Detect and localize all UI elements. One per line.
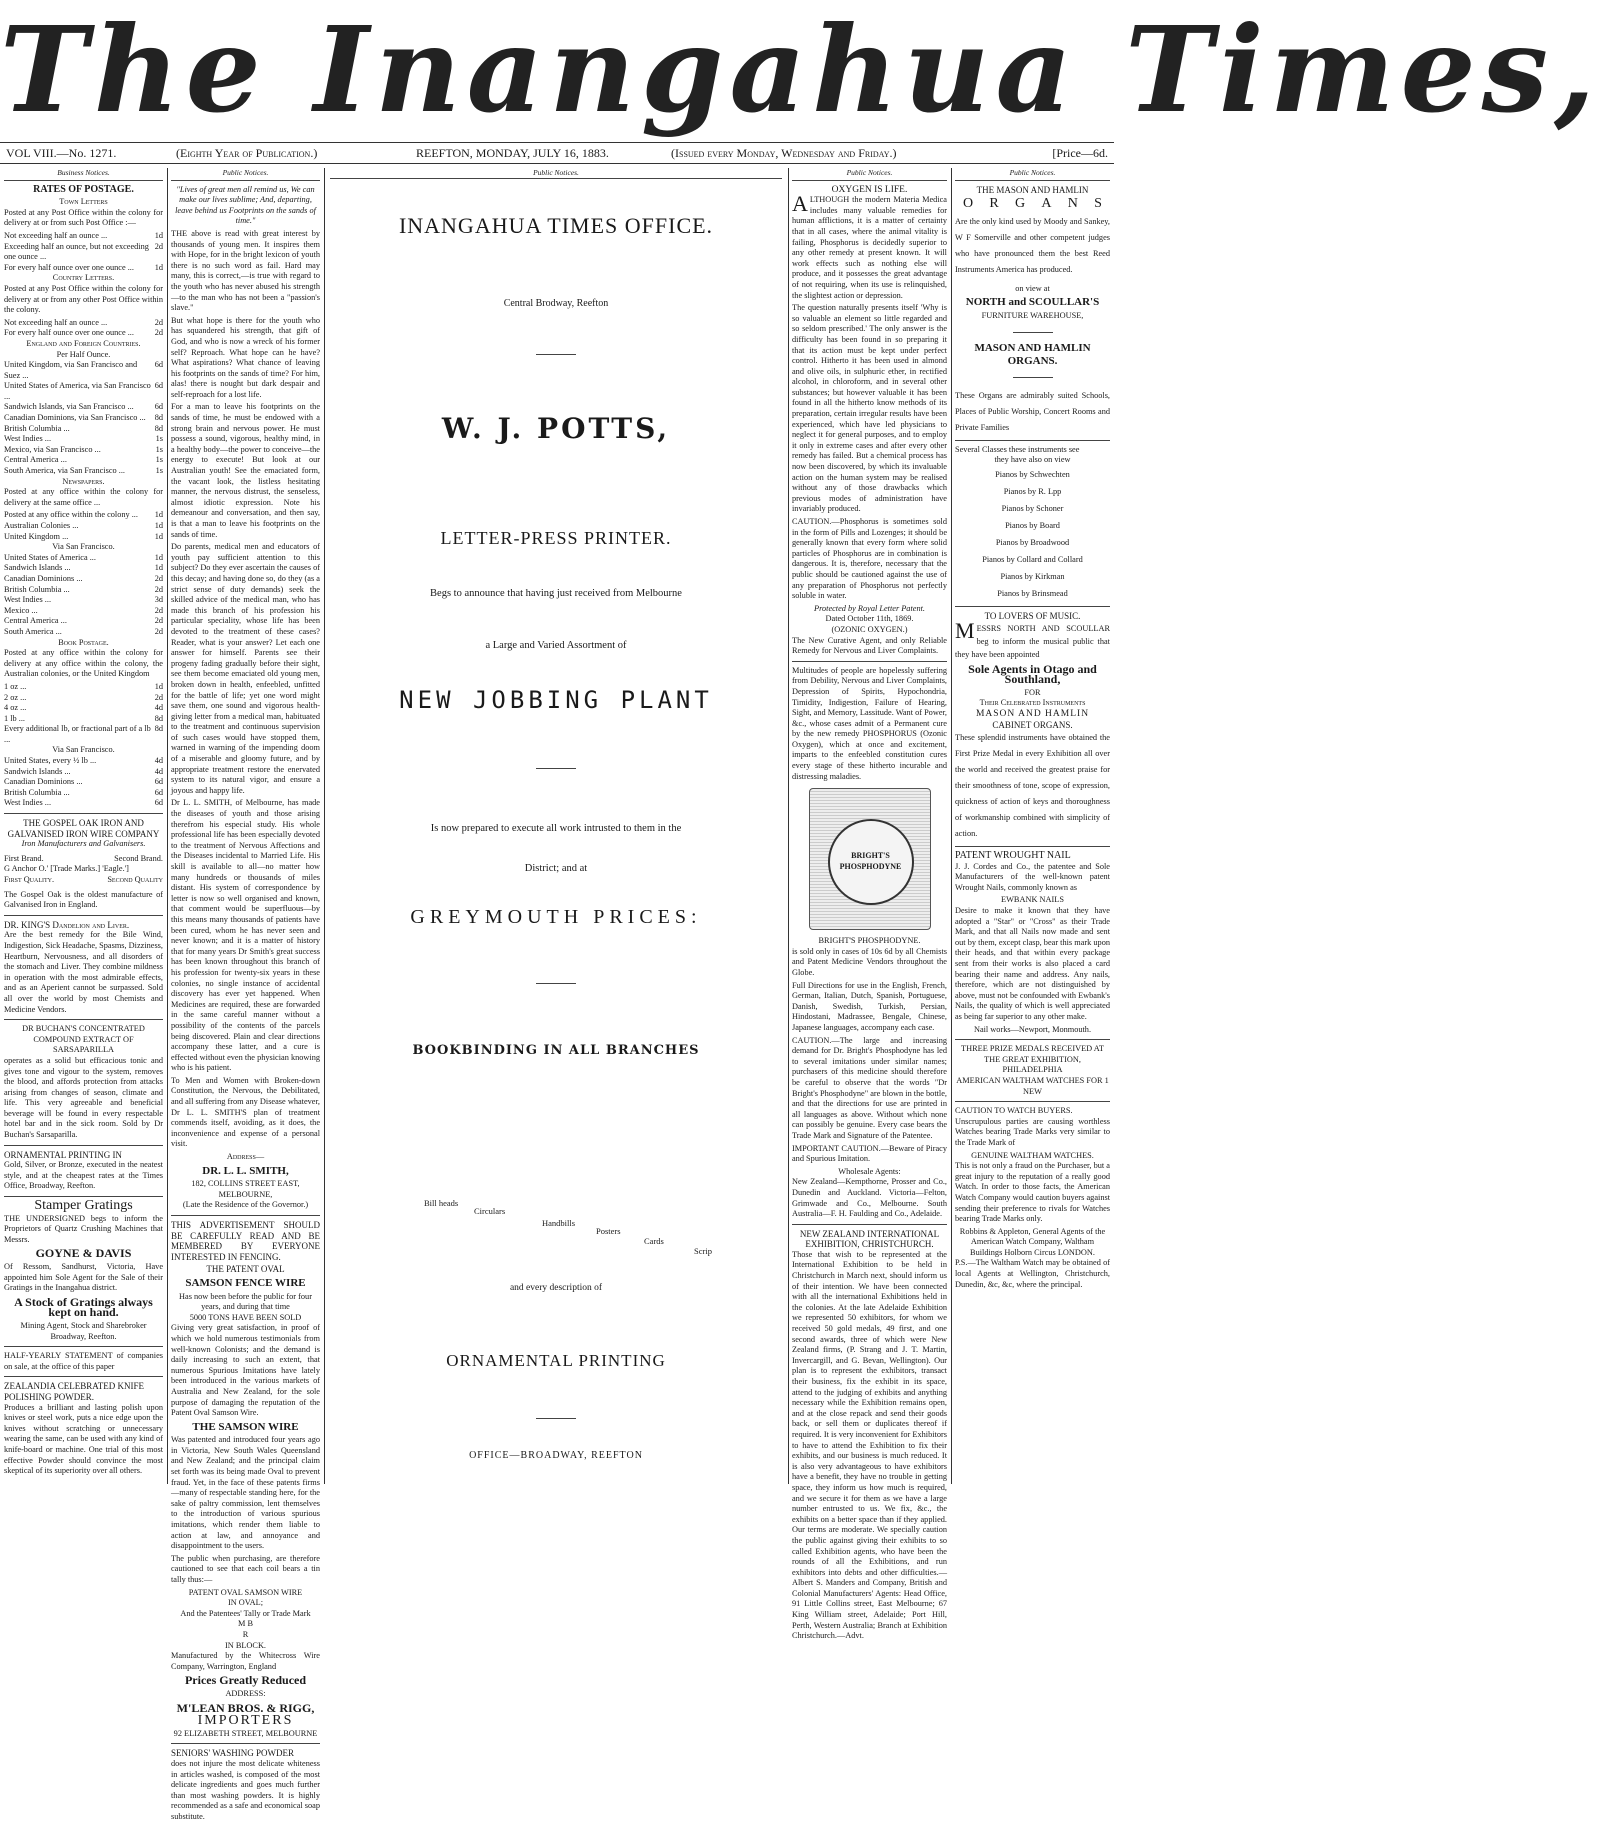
buchan-title: DR BUCHAN'S CONCENTRATED COMPOUND EXTRACT OF SARSAPARILLA [22, 1024, 145, 1055]
publication-year: (Eighth Year of Publication.) [176, 145, 318, 160]
rate-row: United States of America, via San Francisco ... 6d [4, 381, 163, 401]
piano-item: Pianos by Broadwood [995, 537, 1070, 547]
stock-sub: Mining Agent, Stock and Sharebroker Broadway, Reefton. [20, 1320, 147, 1341]
important-caution: IMPORTANT CAUTION.—Beware of Piracy and Spurious Imitation. [792, 1143, 947, 1164]
nz-exhibition: NEW ZEALAND INTERNATIONAL EXHIBITION, CHRISTCHURCH. [799, 1228, 940, 1250]
on-view: on view at [1015, 283, 1050, 293]
paragraph: Do parents, medical men and educators of youth pay sufficient attention to this subject? Do they ever ascertain the causes of this decay; and having done so, do they (as a strict sense of duty demands) seek the skilled advice of the medical man, who has made this branch of his profession his particular speciality, whose life has been devoted to the treatment of these cases? Reader, what is your answer? Let each one answer for himself. Parents see their progeny fading gradually before their sight, see them become emaciated old young men, broken down in health, enfeebled, unfitted for the battle of life; yet one word might save them, one sound and vigorous health-giving letter from a medical man, habituated to the treatment and continuous supervision of such cases would have stopped them, warned in warning of the impending doom of a miserable and gloomy future, and by appropriate treatment restore the enervated system to its natural vigor, and ensure a joyous and happy life. [171, 542, 320, 795]
rate-row: 1 oz ... 1d [4, 681, 163, 691]
oxygen-title: OXYGEN IS LIFE. [831, 184, 908, 195]
paragraph: The question naturally presents itself 'Why is so valuable an element so little regarded and so seldom prescribed.' The only answer is the difficulty has been found in so preparing it that its action must be kept under perfect control. Hitherto it has been used in almond and olive oils, in sulphuric ether, in rectified alcohol, in chloroform, and in several other substances; but however valuable it has been found in all the hitherto know methods of its preparation, certain irregular results have been experienced, which have led physicians to neglect it for general purposes, and to employ it only in extreme cases and after every other remedy has failed. But a chemical process has now been discovered, by which its invaluable action on the human system may be realised without any of those drawbacks which previous modes of administration have invariably produced. [792, 303, 947, 514]
rate-row: British Columbia ... 2d [4, 584, 163, 594]
item-handbills: Handbills [542, 1218, 576, 1228]
rate-row: Canadian Dominions ... 2d [4, 573, 163, 583]
rate-row: West Indies ... 3d [4, 595, 163, 605]
rate-row: Central America ... 2d [4, 616, 163, 626]
splendid-text: These splendid instruments have obtained the First Prize Medal in every Exhibition all over the world and received the greatest praise for their smoothness of tone, scope of expression, quickness of action of keys and thoroughness of workmanship combined with simplicity of action. [955, 733, 1110, 839]
mason-hamlin: MASON AND HAMLIN [974, 341, 1091, 354]
every-description: and every description of [509, 1283, 603, 1293]
ornamental-title: ORNAMENTAL PRINTING IN [4, 1149, 122, 1160]
lovers-of-music: TO LOVERS OF MUSIC. [984, 610, 1081, 621]
office-footer: OFFICE—BROADWAY, REEFTON [469, 1450, 643, 1461]
brand-row: First Brand. Second Brand. [4, 853, 163, 863]
celebrated: Their Celebrated Instruments [979, 698, 1086, 708]
several-classes: Several Classes these instruments see [955, 444, 1080, 454]
in-oval: IN OVAL; [227, 1598, 264, 1608]
nail-works: Nail works—Newport, Monmouth. [973, 1024, 1092, 1034]
piano-item: Pianos by Board [1005, 520, 1060, 530]
seniors-title: SENIORS' WASHING POWDER [171, 1748, 294, 1759]
column-business-notices [0, 168, 167, 1484]
sole-agents: Sole Agents in Otago and Southland, [968, 661, 1097, 687]
rate-row: Sandwich Islands ... 4d [4, 766, 163, 776]
piano-item: Pianos by R. Lpp [1003, 486, 1062, 496]
samson-text3: Was patented and introduced four years ago in Victoria, New South Wales Queensland and New Zealand; and the principal claim set forth was its being made Oval to prevent fraud. Yet, in the face of these patents firms—many of respectable standing here, for the sake of paltry commission, lent themselves to the introduction of various spurious imitations, which render them liable to action at law, and annoyance and disappointment to the users. [171, 1435, 320, 1551]
ewbank-text: Desire to make it known that they have adopted a "Star" or "Cross" as their Trade Mark, and that all Nails now made and sent out by them, except clasp, bear this mark upon their heads, and that within every package sent from their works is also placed a card bearing their name and address. Any nails, therefore, which are not distinguished by above, must not be confounded with Ewbank's Nails, the quality of which is well appreciated as being far superior to any other make. [955, 906, 1110, 1021]
zealandia-title: ZEALANDIA CELEBRATED KNIFE POLISHING POWDER. [4, 1381, 144, 1402]
price: [Price—6d. [1052, 145, 1108, 160]
column-header: Public Notices. [171, 168, 320, 181]
patent-tally: PATENT OVAL SAMSON WIRE [188, 1587, 303, 1597]
rate-row: Mexico ... 2d [4, 605, 163, 615]
caution2: CAUTION.—The large and increasing demand for Dr. Bright's Phosphodyne has led to several imitations under similar names; purchasers of this medicine should therefore be careful to observe that the words "Dr Bright's Phosphodyne" are blown in the bottle, and that the directions for use are printed in all languages as above. Without which none can possibly be genuine. Every case bears the Trade Mark and Signature of the Patentee. [792, 1035, 947, 1140]
samson-text4: The public when purchasing, are therefore cautioned to see that each coil bears a tin tally thus:— [171, 1553, 320, 1584]
ozonic: (OZONIC OXYGEN.) [831, 624, 908, 634]
smith-name: DR. L. L. SMITH, [202, 1164, 289, 1177]
district-text: District; and at [524, 863, 588, 874]
exhibition-text: Those that wish to be represented at the International Exhibition to be held in Christchurch in March next, should inform us of their intention. We have been connected with all the international Exhibitions held in the colonies. At the late Adelaide Exhibition we represented 50 exhibitors, for whom we received 50 gold medals, 49 first, and one second awards, three of which were New Zealand firms, (P. Strang and J. T. Martin, Invercargill, and G. Bevan, Wellington). Our plan is to represent the exhibitors, transact their business, fix the exhibit in its space, attend to the judging of exhibits and anything necessary while the Exhibition remains open, and at the close repack and send their goods back, or sell them or duplicates thereof if required. It is very inconvenient for Exhibitors to have to attend the Exhibition to fix their exhibits, and our business is much reduced. It is also very advantageous to have exhibitors have a benefit, they have no trouble in getting space, they inform us how much is required, and we secure it for them as we have a large number entrusted to us. We fix, &c., the exhibits on a better space than if they applied. Our terms are moderate. We specially caution the public against giving their exhibits to so called Exhibition agents, who have been the rounds of all the Exhibitions, and run exhibitors into debts and other difficulties.—Albert S. Manders and Company, British and Colonial Manufacturers' Agents: Head Office, 91 Little Collins street, East Melbourne; 67 King William street, Adelaide; Port Hill, Perth, Western Australia; Branch at Exhibition Christchurch.—Advt. [792, 1249, 947, 1641]
varied-text: a Large and Varied Assortment of [485, 640, 627, 651]
mlean-address: 92 ELIZABETH STREET, MELBOURNE [173, 1728, 318, 1738]
piano-item: Pianos by Brinsmead [997, 588, 1068, 598]
divider [536, 1418, 576, 1419]
town-letters: Town Letters [59, 197, 108, 207]
piano-item: Pianos by Collard and Collard [982, 554, 1083, 564]
tally-text: And the Patentees' Tally or Trade Mark [180, 1608, 311, 1618]
potts-name: W. J. POTTS, [441, 412, 671, 445]
organs-use: These Organs are admirably suited Schools, Places of Public Worship, Concert Rooms and Private Families [955, 390, 1110, 432]
dateline [0, 142, 1114, 164]
smith-address: 182, COLLINS STREET EAST, MELBOURNE, [191, 1179, 300, 1199]
full-directions: Full Directions for use in the English, French, German, Italian, Dutch, Spanish, Portuguese, Danish, Swedish, Turkish, Persian, Hindostani, Madrassee, Bengale, Chinese, Japanese languages, accompany each case. [792, 980, 947, 1032]
rate-row: United States of America ... 1d [4, 552, 163, 562]
column-header: Public Notices. [330, 168, 782, 179]
rate-row: Exceeding half an ounce, but not exceeding one ounce ... 2d [4, 241, 163, 262]
place-date: REEFTON, MONDAY, JULY 16, 1883. [416, 145, 609, 160]
genuine-text: This is not only a fraud on the Purchaser, but a great injury to the reputation of a really good Watch. In order to those facts, the American Watch Company would caution buyers against sending their preference to rivals for Watches bearing Trade Marks only. [955, 1161, 1110, 1224]
print-items [324, 1198, 788, 1278]
news-text: Posted at any office within the colony for delivery at the same office ... [4, 487, 163, 507]
organs-heading: ORGANS. [1007, 355, 1058, 368]
masthead [0, 0, 1601, 140]
king-title: DR. KING'S Dandelion and Liver. [4, 919, 130, 930]
via-san-francisco: Via San Francisco. [52, 745, 115, 755]
book-text: Posted at any office within the colony for delivery at any office within the colony, the Australian colonies, or the United Kingdom [4, 648, 163, 679]
book-postage: Book Postage. [58, 637, 109, 647]
caution-watch: CAUTION TO WATCH BUYERS. [955, 1106, 1073, 1116]
rate-row: Not exceeding half an ounce ... 1d [4, 230, 163, 240]
seniors-text: does not injure the most delicate whiteness in articles washed, is composed of the most delicate ingredients and goes much further than most washing powders. It is highly recommended as a safe and economical soap substitute. [171, 1758, 320, 1821]
town-text: Posted at any Post Office within the colony for delivery at or from such Post Office :— [4, 207, 163, 228]
mason-title: THE MASON AND HAMLIN [976, 184, 1089, 195]
bookbinding: BOOKBINDING IN ALL BRANCHES [412, 1043, 700, 1058]
stock-heading: A Stock of Gratings always kept on hand. [14, 1294, 153, 1320]
smith-note: (Late the Residence of the Governor.) [182, 1200, 309, 1210]
phosphodyne-engraving [809, 788, 931, 930]
sold-text: is sold only in cases of 10s 6d by all Chemists and Patent Medicine Vendors throughout the Globe. [792, 946, 947, 978]
column-header: Public Notices. [792, 168, 947, 181]
rate-row: Not exceeding half an ounce ... 2d [4, 317, 163, 327]
rate-row: Canadian Dominions, via San Francisco ... 8d [4, 413, 163, 423]
england-foreign: England and Foreign Countries. [26, 338, 141, 348]
organs-letters: O R G A N S [963, 196, 1102, 212]
prepared-text: Is now prepared to execute all work intrusted to them in the [430, 823, 682, 834]
office-heading: INANGAHUA TIMES OFFICE. [398, 213, 714, 238]
newspaper-title: The Inangahua Times, [0, 0, 1601, 139]
item-circulars: Circulars [474, 1206, 506, 1216]
rate-row: For every half ounce over one ounce ... 1d [4, 262, 163, 272]
cabinet-organs: CABINET ORGANS. [992, 719, 1073, 730]
goyne-davis: GOYNE & DAVIS [35, 1246, 132, 1261]
column-public-notices-5 [951, 168, 1114, 1484]
gospel-oak-sub: Iron Manufacturers and Galvanisers. [21, 839, 146, 849]
via-san-francisco: Via San Francisco. [52, 542, 115, 552]
north-scoullar: NORTH and SCOULLAR'S [965, 296, 1100, 309]
paragraph: To Men and Women with Broken-down Constitution, the Nervous, the Debilitated, and all suffering from any Disease whatever, Dr L. L. SMITH'S plan of treatment commends itself, avoiding, as it does, the inconvenience and expense of a personal visit. [171, 1075, 320, 1149]
rate-row: United Kingdom, via San Francisco and Suez ... 6d [4, 360, 163, 380]
rate-row: Central America ... 1s [4, 455, 163, 465]
item-scrip: Scrip [694, 1246, 712, 1256]
letterpress-printer: LETTER-PRESS PRINTER. [440, 528, 672, 548]
buchan-text: operates as a solid but efficacious tonic and gives tone and vigour to the system, removes the blood, and affords protection from attacks arising from changes of season, climate and life. This very agreeable and beneficial beverage will be found in every respectable hotel bar and in the sick room. Sold by Dr Buchan's Sarsaparilla. [4, 1055, 163, 1140]
column-public-notices-2 [167, 168, 324, 1821]
jobbing-plant: NEW JOBBING PLANT [399, 686, 713, 714]
issued-days: (Issued every Monday, Wednesday and Friday.) [671, 145, 897, 160]
rate-row: British Columbia ... 6d [4, 787, 163, 797]
goyne-text: Of Ressom, Sandhurst, Victoria, Have appointed him Sole Agent for the Sale of their Gratings in the Inangahua district. [4, 1262, 163, 1293]
newspapers: Newspapers. [62, 476, 105, 486]
column-public-notices-4 [788, 168, 951, 1641]
country-text: Posted at any Post Office within the colony for delivery at or from any other Post Office within the colony. [4, 283, 163, 315]
organs-text: Are the only kind used by Moody and Sankey, W F Somerville and other competent judges who have pronounced them the best Reed Instruments America has produced. [955, 216, 1110, 274]
per-half-ounce: Per Half Ounce. [56, 349, 111, 359]
postage-title: RATES OF POSTAGE. [33, 183, 134, 195]
piano-item: Pianos by Kirkman [1000, 571, 1065, 581]
trade-mark-mb: M B [238, 1619, 253, 1629]
paragraph: For a man to leave his footprints on the sands of time, he must be endowed with a strong brain and nervous power. He must possess a sound, vigorous, healthy mind, in a healthy body—the power to conceive—the energy to execute! But look at our Australian youth! See the emaciated form, the vacant look, the listless hesitating manner, the nervous distrust, the senseless, almost idiotic expression. Note his demeanour and conversation, and then say, is that a man to leave his footprints on the sands of time. [171, 402, 320, 539]
agents: New Zealand—Kempthorne, Prosser and Co., Dunedin and Auckland. Victoria—Felton, Grimwade and Co., Melbourne. South Australia—F. H. Faulding and Co., Adelaide. [792, 1177, 947, 1219]
stamper-text: THE UNDERSIGNED begs to inform the Proprietors of Quartz Crushing Machines that Messrs. [4, 1213, 163, 1244]
for: FOR [1024, 687, 1041, 697]
item-cards: Cards [644, 1236, 664, 1246]
zealandia-text: Produces a brilliant and lasting polish upon knives or steel work, puts a nice edge upon the knives without scratching or unnecessary wearing the same, can be used with any kind of knife-board or machine. One trial of this most effective Powder should convince the most skeptical of its superiority over all others. [4, 1402, 163, 1476]
rate-row: South America, via San Francisco ... 1s [4, 466, 163, 476]
robbins-appleton: Robbins & Appleton, General Agents of the American Watch Company, Waltham Buildings Holborn Circus LONDON. [959, 1226, 1106, 1257]
tons-sold: 5000 TONS HAVE BEEN SOLD [189, 1312, 302, 1322]
rate-row: West Indies ... 6d [4, 798, 163, 808]
messrs-text: MESSRS NORTH AND SCOULLAR beg to inform the musical public that they have been appointed [955, 617, 1110, 659]
rate-row: West Indies ... 1s [4, 434, 163, 444]
samson-text2: Giving very great satisfaction, in proof of which we hold numerous testimonials from well-known Colonists; and the demand is daily increasing to such an extent, that numerous Spurious Imitations have lately been introduced in the various markets of Australia and New Zealand, for the sole purpose of damaging the reputation of the Patent Oval Samson Wire. [171, 1323, 320, 1418]
caution: CAUTION.—Phosphorus is sometimes sold in the form of Pills and Lozenges; it should be generally known that every form where solid particles of Phosphorus are in combination is dangerous. It is, therefore, necessary that the public should be cautioned against the use of any preparation of Phosphorus not perfectly soluble in water. [792, 517, 947, 601]
address-label: ADDRESS: [225, 1688, 266, 1698]
rate-row: Australian Colonies ... 1d [4, 521, 163, 530]
address-label: Address— [226, 1152, 265, 1162]
rate-row: South America ... 2d [4, 626, 163, 636]
rate-row: Every additional lb, or fractional part of a lb ... 8d [4, 724, 163, 744]
quality-row: First Quality. Second Quality [4, 875, 163, 884]
patent-oval: THE PATENT OVAL [206, 1264, 285, 1275]
ornamental-printing: ORNAMENTAL PRINTING [446, 1351, 666, 1370]
king-text: Are the best remedy for the Bile Wind, Indigestion, Sick Headache, Spasms, Dizziness, Heartburn, Nervousness, and all disorders of the stomach and Liver. They combine mildness in operation with the most admirable effects, and as an Aperient cannot be surpassed. Sold all over the world by most Chemists and Medicine Vendors. [4, 930, 163, 1014]
curative: The New Curative Agent, and only Reliable Remedy for Nervous and Liver Complaints. [792, 635, 947, 656]
piano-item: Pianos by Schoner [1001, 503, 1064, 513]
in-block: IN BLOCK. [224, 1640, 267, 1650]
country-letters: Country Letters. [52, 273, 115, 283]
volume-number: VOL VIII.—No. 1271. [6, 145, 117, 160]
ewbank-nails: EWBANK NAILS [1001, 895, 1064, 905]
rate-row: Posted at any office within the colony ... 1d [4, 510, 163, 520]
rate-row: For every half ounce over one ounce ... 2d [4, 328, 163, 338]
item-bill-heads: Bill heads [424, 1198, 459, 1208]
mlean-bros: M'LEAN BROS. & RIGG, [176, 1700, 315, 1715]
poem: "Lives of great men all remind us, We can make our lives sublime; And, departing, leave behind us Footprints on the sands of time." [175, 184, 316, 226]
column-header: Business Notices. [4, 168, 163, 181]
furniture-warehouse: FURNITURE WAREHOUSE, [981, 310, 1084, 320]
advert-caps: THIS ADVERTISEMENT SHOULD BE CAREFULLY READ AND BE MEMBERED BY EVERYONE INTERESTED IN FENCING. [171, 1220, 320, 1262]
paragraph: Dr L. L. SMITH, of Melbourne, has made the diseases of youth and those arising therefrom his especial study. His whole professional life has been especially devoted to the treatment of Nervous Affections and the Diseases incidental to Married Life. His skill is available to all—no matter how many hundreds or thousands of miles distant. His system of correspondence by letter is now so well organised and known, that comment would be superfluous—by this means many thousands of patients have been cured, whom he has never seen and never known; and it is a matter of history that for many years Dr Smith's great success has been known throughout this branch of his profession for twenty-six years in these colonies, no single instance of accidental discovery has ever yet happened. When Medicines are required, these are forwarded in the same careful manner without a possibility of the contents of the parcels being discovered. Plain and clear directions accompany these latter, and a cure is effected without even the physician knowing who is his patient. [171, 798, 320, 1073]
samson-fence: SAMSON FENCE WIRE [185, 1276, 306, 1289]
gospel-oak-title: THE GOSPEL OAK IRON AND GALVANISED IRON WIRE COMPANY [7, 818, 160, 839]
caution-watch-text: Unscrupulous parties are causing worthless Watches bearing Trade Marks very similar to the Trade Mark of [955, 1116, 1110, 1147]
three-prize: THREE PRIZE MEDALS RECEIVED AT THE GREAT EXHIBITION, PHILADELPHIA [961, 1044, 1104, 1075]
greymouth-prices: GREYMOUTH PRICES: [410, 906, 702, 928]
multitudes: Multitudes of people are hopelessly suffering from Debility, Nervous and Liver Complaints, Depression of Spirits, Hypochondria, Timidity, Indigestion, Failure of Hearing, Sight, and Memory, Lassitude. Want of Power, &c., whose cases admit of a Permanent cure by the new remedy PHOSPHORUS (Ozonic Oxygen), which at once and excitement, imparts to the enfeebled constitution cures every stage of these hitherto incurable and distressing maladies. [792, 665, 948, 781]
samson-wire: THE SAMSON WIRE [192, 1420, 299, 1433]
cordes-text: J. J. Cordes and Co., the patentee and Sole Manufacturers of the well-known patent Wrought Nails, commonly known as [955, 861, 1110, 892]
prices-reduced: Prices Greatly Reduced [184, 1673, 307, 1688]
trade-marks: G Anchor O.' [Trade Marks.] 'Eagle.'] [4, 864, 129, 874]
paragraph: THE above is read with great interest by thousands of young men. It inspires them with Hope, for in the bright lexicon of youth there is no such word as fail. Hard may many, this is correct,—is true with regard to the youth who has never abused his strength—to the man who has not been a "passion's slave." [171, 228, 320, 313]
item-posters: Posters [596, 1226, 621, 1236]
samson-text: Has now been before the public for four years, and during that time [179, 1291, 312, 1312]
ornamental-text: Gold, Silver, or Bronze, executed in the neatest style, and at the cheapest rates at the Times Office, Broadway, Reefton. [4, 1160, 163, 1191]
protected: Protected by Royal Letter Patent. [814, 603, 925, 613]
divider [536, 354, 576, 355]
rate-row: Canadian Dominions ... 6d [4, 777, 163, 787]
rate-row: Sandwich Islands ... 1d [4, 563, 163, 573]
dated: Dated October 11th, 1869. [825, 614, 914, 624]
office-address: Central Brodway, Reefton [503, 298, 609, 309]
half-yearly: HALF-YEARLY STATEMENT of companies on sale, at the office of this paper [4, 1351, 163, 1371]
also-on-view: they have also on view [994, 455, 1071, 465]
rate-row: 2 oz ... 2d [4, 692, 163, 702]
rate-row: 4 oz ... 4d [4, 703, 163, 713]
importers: IMPORTERS [197, 1713, 294, 1729]
patent-nail: PATENT WROUGHT NAIL [955, 850, 1071, 862]
stamper-title: Stamper Gratings [34, 1198, 133, 1214]
genuine-waltham: GENUINE WALTHAM WATCHES. [971, 1150, 1094, 1160]
potts-advert [324, 168, 788, 1484]
divider [536, 768, 576, 769]
column-header: Public Notices. [955, 168, 1110, 181]
rate-row: United States, every ½ lb ... 4d [4, 756, 163, 766]
trade-mark-r: R [242, 1629, 249, 1639]
phosphodyne-seal: BRIGHT'S PHOSPHODYNE [828, 819, 914, 905]
paragraph: But what hope is there for the youth who has squandered his strength, that gift of God, and who is now a wreck of his former self? Reproach. What hope can he have? What aspirations? What chance of leaving his footprints on the sands of time? For him, alas! there is nought but dark despair and self-reproach for a lost life. [171, 315, 320, 399]
rate-row: Mexico, via San Francisco ... 1s [4, 444, 163, 454]
brights-title: BRIGHT'S PHOSPHODYNE. [818, 936, 921, 946]
mason-hamlin-2: MASON AND HAMLIN [975, 708, 1090, 719]
rate-row: British Columbia ... 8d [4, 423, 163, 433]
rate-row: 1 lb ... 8d [4, 713, 163, 723]
american-waltham: AMERICAN WALTHAM WATCHES FOR 1 NEW [956, 1075, 1109, 1096]
wholesale: Wholesale Agents: [838, 1166, 901, 1176]
postscript: P.S.—The Waltham Watch may be obtained of local Agents at Wellington, Christchurch, Dunedin, &c, &c, where the principal. [955, 1258, 1110, 1289]
manufactured: Manufactured by the Whitecross Wire Company, Warrington, England [171, 1651, 320, 1671]
rate-row: United Kingdom ... 1d [4, 531, 163, 541]
paragraph: ALTHOUGH the modern Materia Medica includes many valuable remedies for human afflictions, it is a matter of certainty that in all cases, where the animal vitality is failing, Phosphorus is decidedly superior to any other remedy at present known. It will work effects such as nothing else will produce, and it possesses the great advantage of not requiring, when its use is relinquished, the slightest action or depression. [792, 191, 947, 300]
begs-text: Begs to announce that having just received from Melbourne [430, 588, 682, 599]
piano-item: Pianos by Schwechten [995, 469, 1070, 479]
gospel-oak-note: The Gospel Oak is the oldest manufacture of Galvanised Iron in England. [4, 889, 163, 910]
rate-row: Sandwich Islands, via San Francisco ... 6d [4, 402, 163, 412]
divider [536, 983, 576, 984]
